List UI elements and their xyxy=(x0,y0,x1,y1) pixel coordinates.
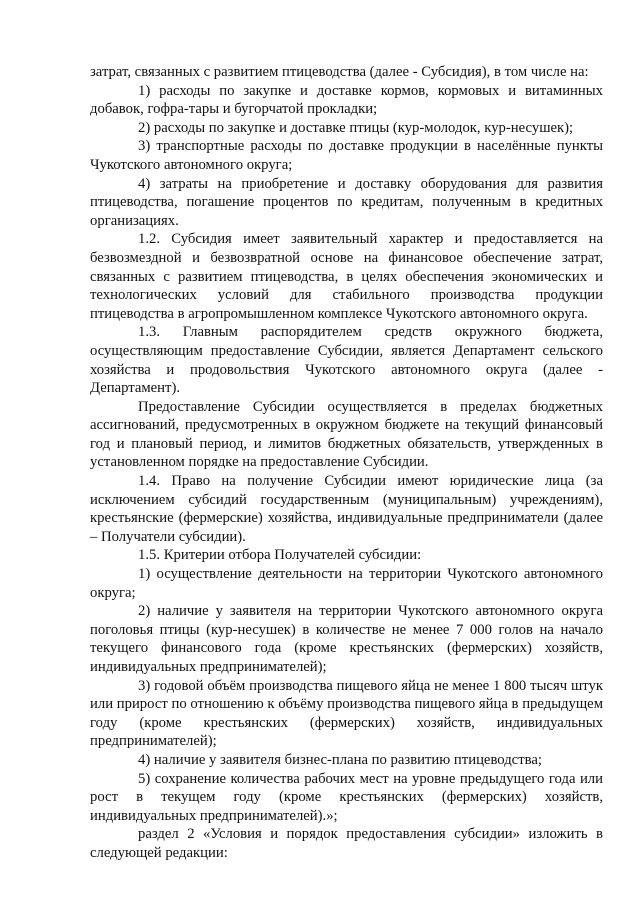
paragraph-section-2-amendment: раздел 2 «Условия и порядок предоставления субсидии» изложить в следующей редакции: xyxy=(90,826,603,861)
paragraph-criterion-3: 3) годовой объём производства пищевого яйца не менее 1 800 тысяч штук или прирост по отношению к объёму производства пищевого яйца в предыдущем году (кроме крестьянских (фермерских) хозяйств, индивидуальных предпринимателей); xyxy=(90,677,603,750)
paragraph-item-3-transport: 3) транспортные расходы по доставке продукции в населённые пункты Чукотского автономного округа; xyxy=(90,138,603,173)
paragraph-section-1-3: 1.3. Главным распорядителем средств окружного бюджета, осуществляющим предоставление Субсидии, является Департамент сельского хозяйства и продовольствия Чукотского автономного округа (далее - Департамент). xyxy=(90,324,603,397)
paragraph-budget-limits: Предоставление Субсидии осуществляется в пределах бюджетных ассигнований, предусмотренных в окружном бюджете на текущий финансовый год и плановый период, и лимитов бюджетных обязательств, утвержденных в установленном порядке на предоставление Субсидии. xyxy=(90,398,603,471)
paragraph-item-1-feed: 1) расходы по закупке и доставке кормов, кормовых и витаминных добавок, гофра-тары и бугорчатой прокладки; xyxy=(90,82,603,118)
paragraph-section-1-4: 1.4. Право на получение Субсидии имеют юридические лица (за исключением субсидий государственным (муниципальным) учреждениям), крестьянские (фермерские) хозяйства, индивидуальные предприниматели (далее – Получатели субсидии). xyxy=(90,473,603,545)
paragraph-item-4-equipment: 4) затраты на приобретение и доставку оборудования для развития птицеводства, погашение процентов по кредитам, полученным в кредитных организациях. xyxy=(90,175,603,229)
paragraph-criterion-2: 2) наличие у заявителя на территории Чукотского автономного округа поголовья птицы (кур-несушек) в количестве не менее 7 000 голов на начало текущего финансового года (кроме крестьянских (фермерских) хозяйств, индивидуальных предпринимателей); xyxy=(90,603,603,675)
paragraph-section-1-5: 1.5. Критерии отбора Получателей субсидии: xyxy=(138,547,422,564)
document-page xyxy=(90,63,603,863)
paragraph-criterion-5: 5) сохранение количества рабочих мест на уровне предыдущего года или рост в текущем году (кроме крестьянских (фермерских) хозяйств, индивидуальных предпринимателей).»; xyxy=(90,770,603,824)
paragraph-criterion-4: 4) наличие у заявителя бизнес-плана по развитию птицеводства; xyxy=(138,751,542,768)
paragraph-item-2-poultry: 2) расходы по закупке и доставке птицы (кур-молодок, кур-несушек); xyxy=(138,119,574,136)
paragraph-criterion-1: 1) осуществление деятельности на территории Чукотского автономного округа; xyxy=(90,566,603,601)
paragraph-intro-continuation: затрат, связанных с развитием птицеводства (далее - Субсидия), в том числе на: xyxy=(90,64,589,80)
paragraph-section-1-2: 1.2. Субсидия имеет заявительный характер и предоставляется на безвозмездной и безвозвратной основе на финансовое обеспечение затрат, связанных с развитием птицеводства, в целях обеспечения экономических и технологических условий для стабильного производства продукции птицеводства в агропромышленном комплексе Чукотского автономного округа. xyxy=(90,231,603,322)
